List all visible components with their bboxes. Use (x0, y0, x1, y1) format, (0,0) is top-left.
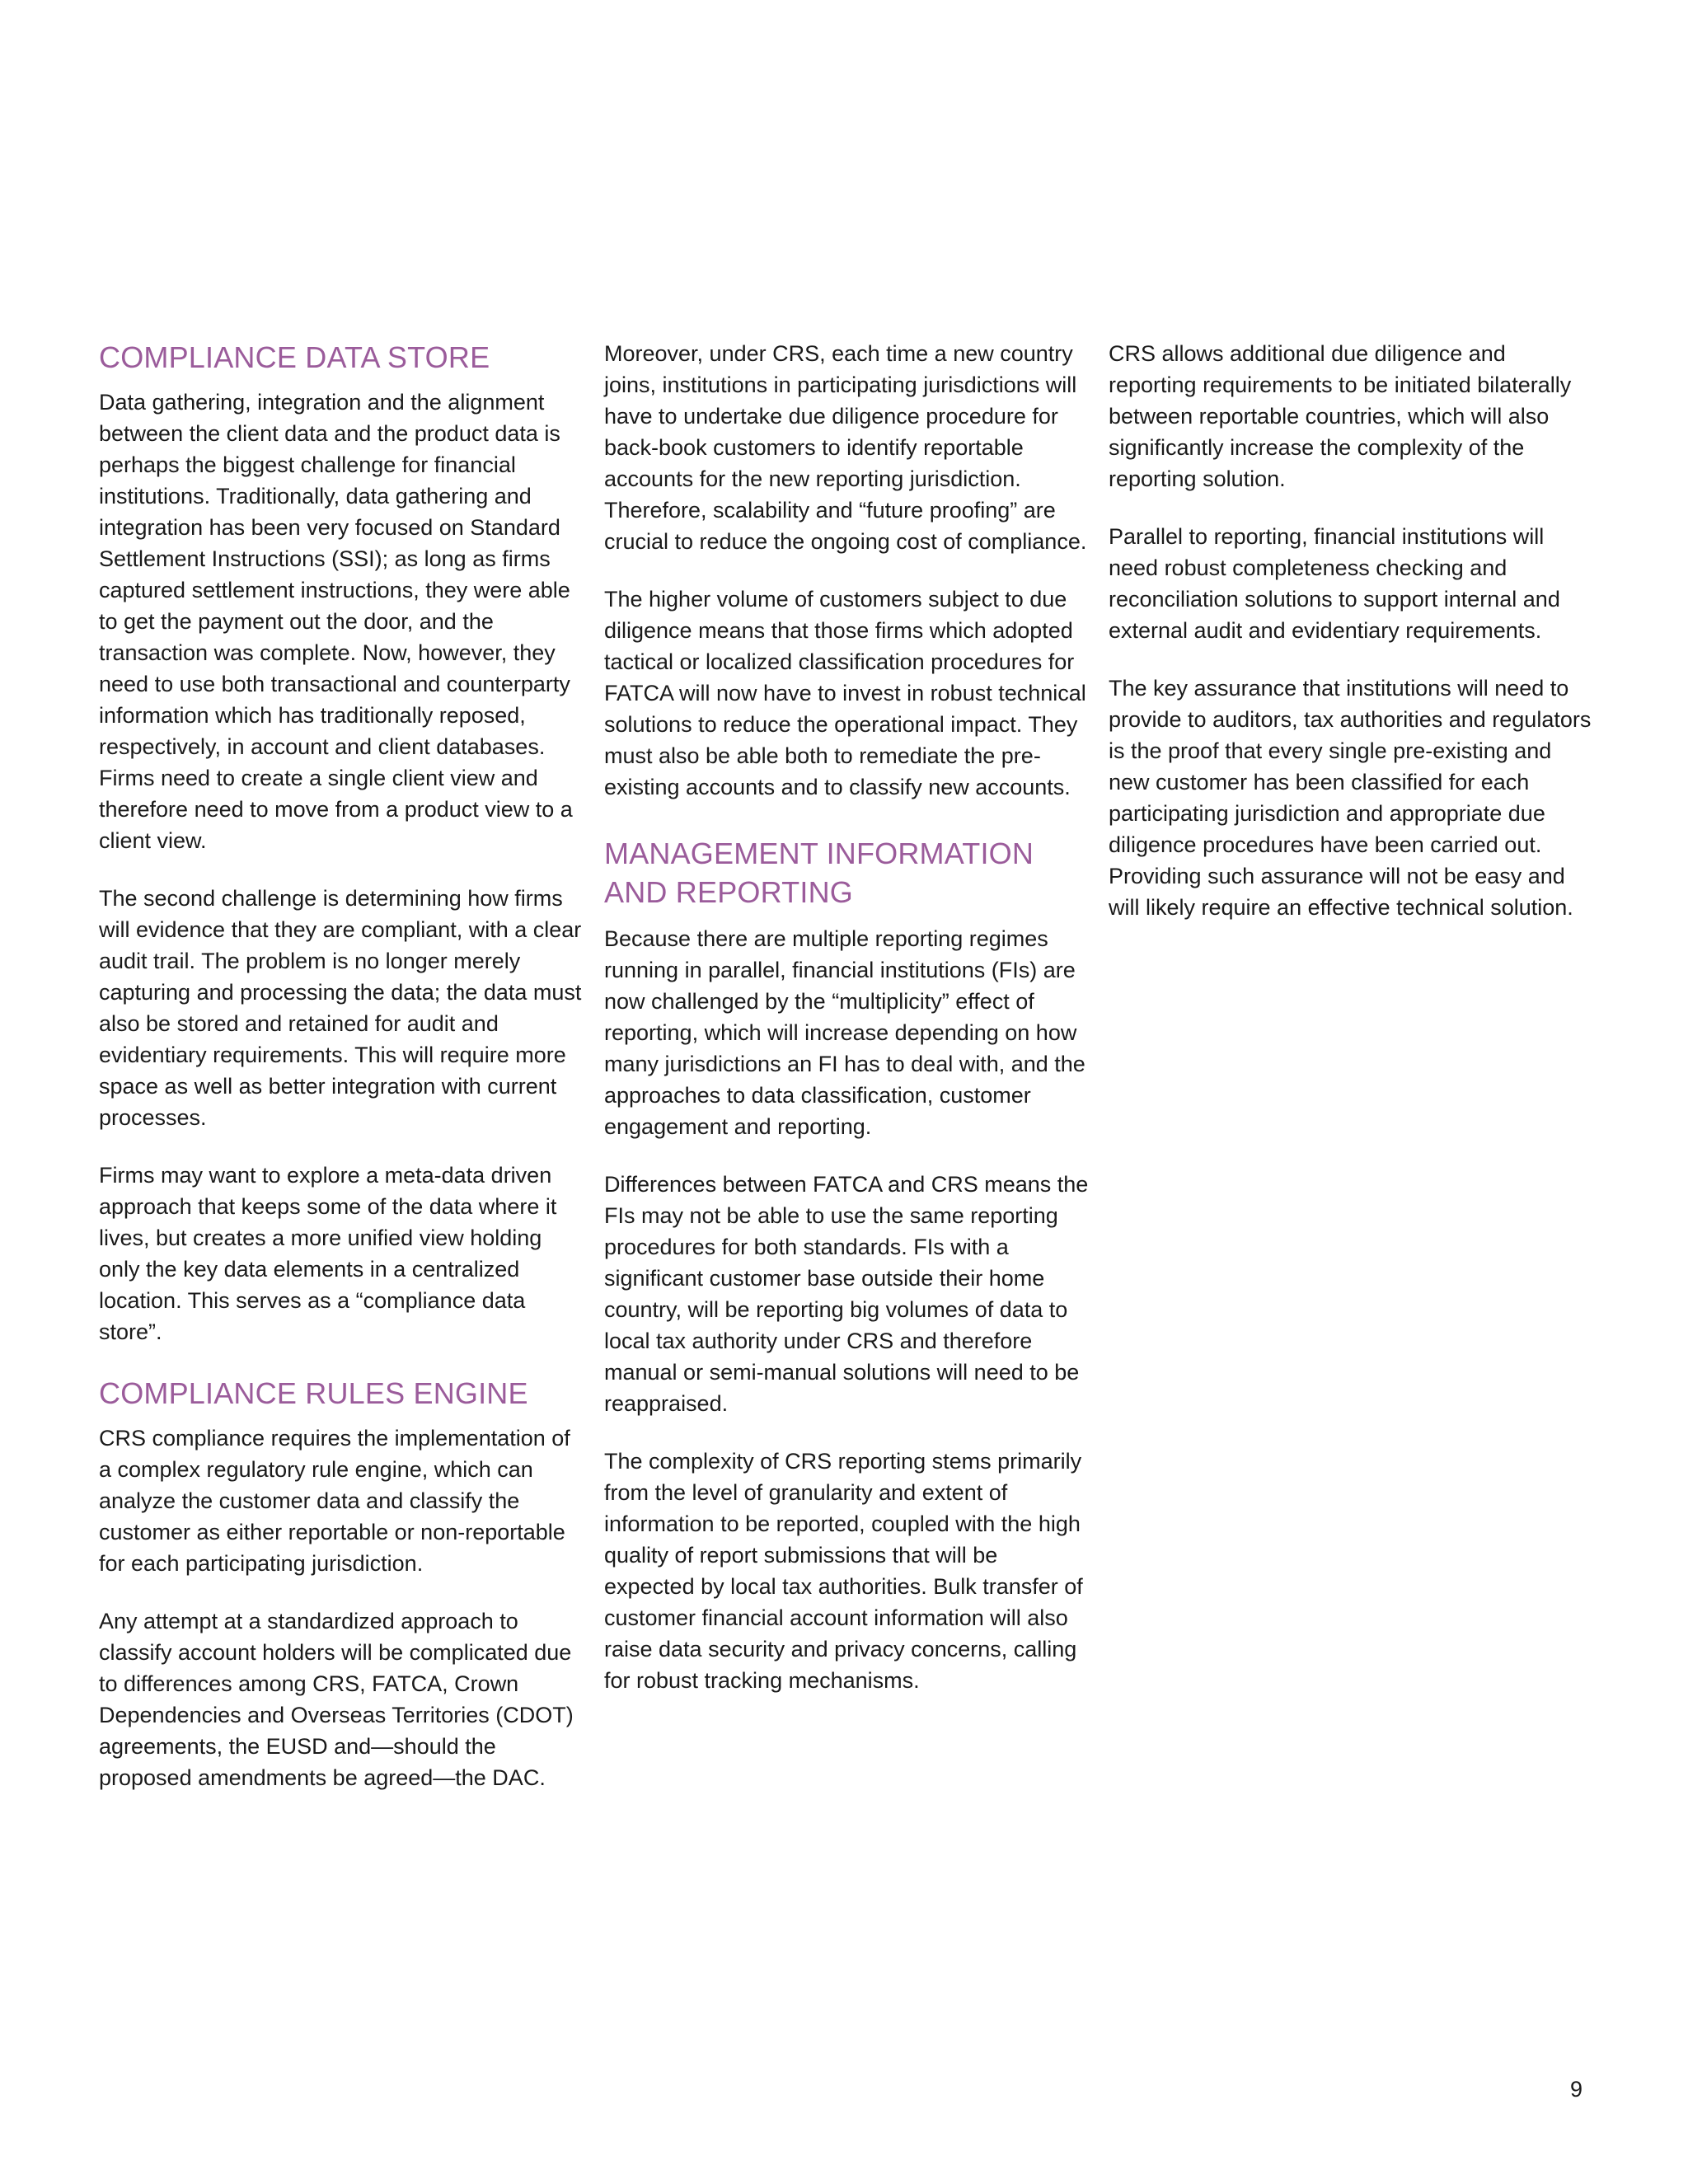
text-column-2 (604, 338, 1090, 1696)
section-heading-management-information: MANAGEMENT INFORMATION AND REPORTING (604, 837, 1034, 909)
paragraph: Data gathering, integration and the alignment between the client data and the product data is perhaps the biggest challenge for financial institutions. Traditionally, data gathering and integration has been very focused on Standard Settlement Instructions (SSI); as long as firms captured settlement instructions, they were able to get the payment out the door, and the transaction was complete. Now, however, they need to use both transactional and counterparty information which has traditionally reposed, respectively, in account and client databases. Firms need to create a single client view and therefore need to move from a product view to a client view. (99, 390, 573, 853)
paragraph: The key assurance that institutions will need to provide to auditors, tax authorities and regulators is the proof that every single pre-existing and new customer has been classified for each participating jurisdiction and appropriate due diligence procedures have been carried out. Providing such assurance will not be easy and will likely require an effective technical solution. (1109, 676, 1592, 920)
text-column-1 (99, 338, 585, 1793)
paragraph: The complexity of CRS reporting stems primarily from the level of granularity and extent of information to be reported, coupled with the high quality of report submissions that will be expected by local tax authorities. Bulk transfer of customer financial account information will also raise data security and privacy concerns, calling for robust tracking mechanisms. (604, 1449, 1083, 1693)
paragraph: CRS compliance requires the implementation of a complex regulatory rule engine, which can analyze the customer data and classify the customer as either reportable or non-reportable for each participating jurisdiction. (99, 1426, 570, 1576)
page-number: 9 (1569, 2077, 1582, 2102)
paragraph: Any attempt at a standardized approach to classify account holders will be complicated due to differences among CRS, FATCA, Crown Dependencies and Overseas Territories (CDOT) agreements, the EUSD and—should the proposed amendments be agreed—the DAC. (99, 1609, 574, 1790)
paragraph: Because there are multiple reporting regimes running in parallel, financial institutions (FIs) are now challenged by the “multiplicity” effect of reporting, which will increase depending on how many jurisdictions an FI has to deal with, and the approaches to data classification, customer engagement and reporting. (604, 926, 1085, 1139)
section-heading-compliance-rules-engine: COMPLIANCE RULES ENGINE (99, 1376, 528, 1410)
text-column-3 (1109, 338, 1595, 923)
paragraph: Differences between FATCA and CRS means the FIs may not be able to use the same reporting procedures for both standards. FIs with a significant customer base outside their home country, will be reporting big volumes of data to local tax authority under CRS and therefore manual or semi-manual solutions will need to be reappraised. (604, 1172, 1089, 1416)
paragraph: CRS allows additional due diligence and reporting requirements to be initiated bilaterally between reportable countries, which will also significantly increase the complexity of the reporting solution. (1109, 341, 1572, 491)
paragraph: Parallel to reporting, financial institutions will need robust completeness checking and reconciliation solutions to support internal and external audit and evidentiary requirements. (1109, 524, 1560, 643)
paragraph: Firms may want to explore a meta-data driven approach that keeps some of the data where it lives, but creates a more unified view holding only the key data elements in a centralized location. This serves as a “compliance data store”. (99, 1163, 557, 1344)
section-heading-compliance-data-store: COMPLIANCE DATA STORE (99, 340, 490, 374)
paragraph: The higher volume of customers subject to due diligence means that those firms which adopted tactical or localized classification procedures for FATCA will now have to invest in robust technical solutions to reduce the operational impact. They must also be able both to remediate the pre-existing accounts and to classify new accounts. (604, 587, 1086, 799)
paragraph: Moreover, under CRS, each time a new country joins, institutions in participating jurisdictions will have to undertake due diligence procedure for back-book customers to identify reportable accounts for the new reporting jurisdiction. Therefore, scalability and “future proofing” are crucial to reduce the ongoing cost of compliance. (604, 341, 1087, 554)
paragraph: The second challenge is determining how firms will evidence that they are compliant, with a clear audit trail. The problem is no longer merely capturing and processing the data; the data must also be stored and retained for audit and evidentiary requirements. This will require more space as well as better integration with current processes. (99, 886, 582, 1130)
